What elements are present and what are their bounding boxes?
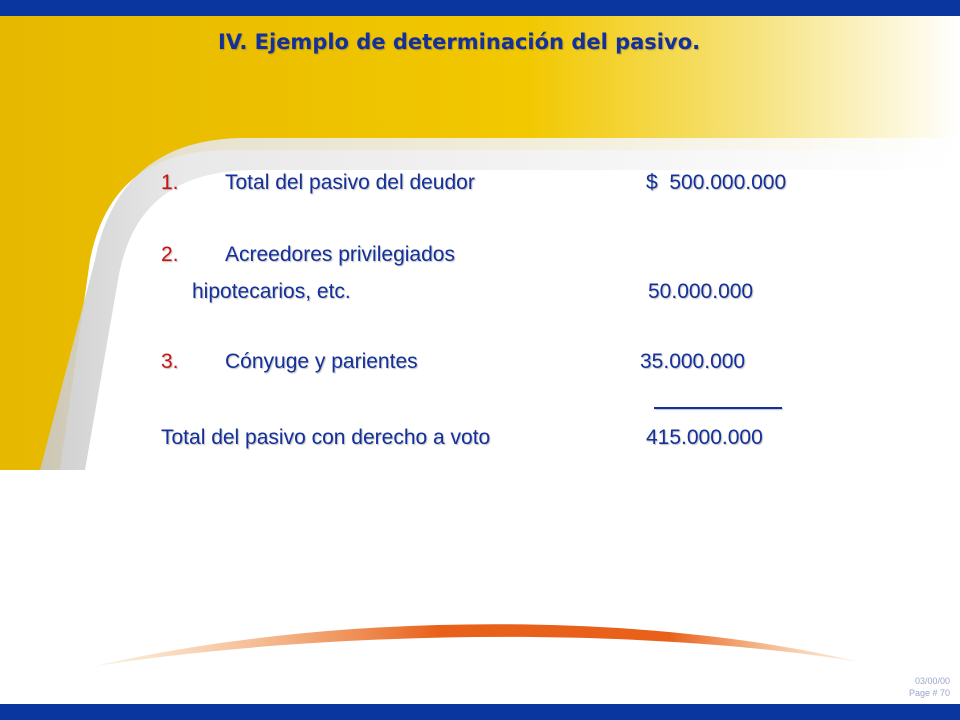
item-1-value: $ 500.000.000	[646, 171, 787, 194]
slide-title: IV. Ejemplo de determinación del pasivo.	[218, 30, 701, 54]
total-value: 415.000.000	[646, 426, 763, 449]
top-bar	[0, 0, 960, 16]
footer-date: 03/00/00	[914, 676, 950, 686]
total-label: Total del pasivo con derecho a voto	[161, 426, 491, 449]
bottom-bar	[0, 704, 960, 720]
item-2-label-continued: hipotecarios, etc.	[192, 280, 351, 303]
sum-rule	[654, 407, 782, 409]
item-1-label: Total del pasivo del deudor	[225, 171, 475, 194]
item-1-number: 1.	[161, 171, 179, 194]
item-2-number: 2.	[161, 243, 179, 266]
item-3-value: 35.000.000	[640, 350, 746, 373]
item-2-value: 50.000.000	[648, 280, 754, 303]
footer-page-number: Page # 70	[908, 688, 950, 698]
item-3-label: Cónyuge y parientes	[225, 350, 418, 373]
item-2-label: Acreedores privilegiados	[225, 243, 455, 266]
item-3-number: 3.	[161, 350, 179, 373]
